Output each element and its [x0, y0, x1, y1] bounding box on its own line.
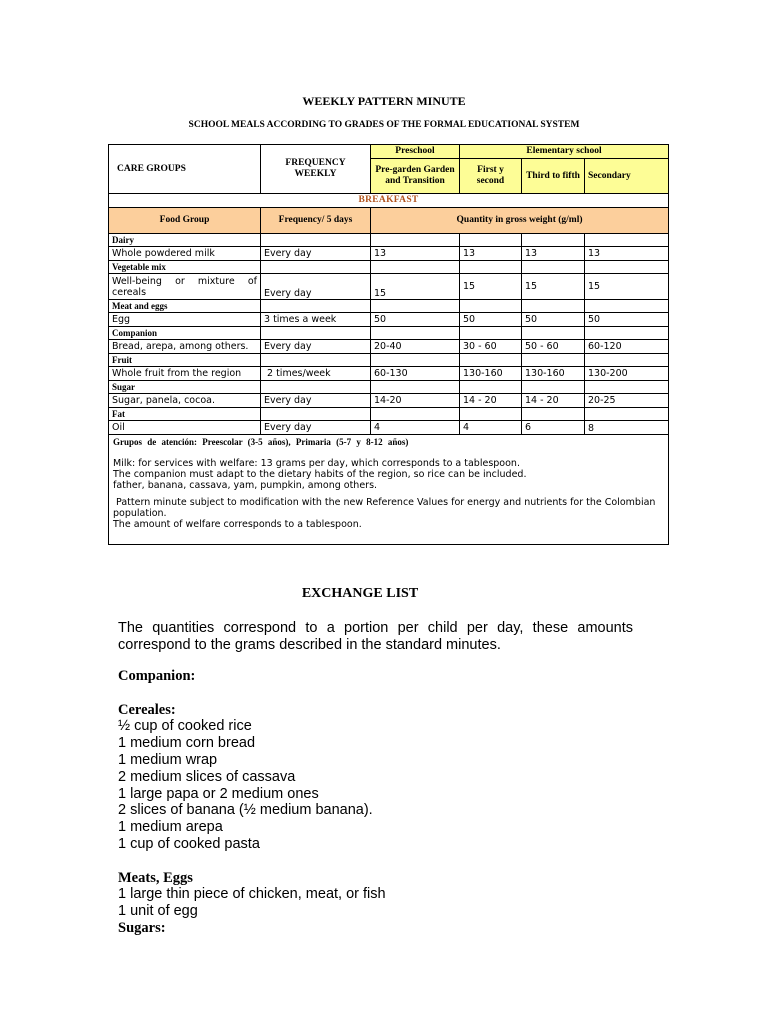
- quantity-value: 15: [460, 274, 522, 300]
- food-item: Bread, arepa, among others.: [109, 340, 261, 354]
- group-label: Fruit: [109, 354, 261, 367]
- list-item: 2 medium slices of cassava: [118, 768, 296, 785]
- frequency-value: Every day: [261, 421, 371, 435]
- group-label: Vegetable mix: [109, 261, 261, 274]
- milk-note: Milk: for services with welfare: 13 grams per day, which corresponds to a tablespoon.: [113, 458, 520, 469]
- elementary-header: Elementary school: [460, 145, 669, 159]
- first-second-header: First y second: [460, 159, 522, 194]
- quantity-value: 130-160: [522, 367, 585, 381]
- preschool-header: Preschool: [371, 145, 460, 159]
- quantity-value: 50: [585, 313, 669, 327]
- document-subtitle: SCHOOL MEALS ACCORDING TO GRADES OF THE FORMAL EDUCATIONAL SYSTEM: [188, 120, 580, 130]
- quantity-value: 14-20: [371, 394, 460, 408]
- group-label: Meat and eggs: [109, 300, 261, 313]
- exchange-list: [118, 668, 638, 937]
- quantity-value: 50: [460, 313, 522, 327]
- frequency-value: 3 times a week: [261, 313, 371, 327]
- exchange-list-title: EXCHANGE LIST: [301, 586, 419, 601]
- quantity-value: 20-25: [585, 394, 669, 408]
- frequency-value: Every day: [261, 394, 371, 408]
- group-label: Companion: [109, 327, 261, 340]
- list-item: ½ cup of cooked rice: [118, 718, 252, 735]
- quantity-value: 13: [522, 247, 585, 261]
- groups-note: Grupos de atención: Preescolar (3-5 años), Primaria (5-7 y 8-12 años): [113, 437, 409, 447]
- quantity-value: 130-160: [460, 367, 522, 381]
- quantity-value: 130-200: [585, 367, 669, 381]
- companion-note: The companion must adapt to the dietary habits of the region, so rice can be included.: [113, 469, 527, 480]
- quantity-value: 13: [585, 247, 669, 261]
- quantity-value: 50: [522, 313, 585, 327]
- quantity-value: 4: [460, 421, 522, 435]
- quantity-value: 4: [371, 421, 460, 435]
- list-item: 1 large papa or 2 medium ones: [118, 785, 319, 802]
- frequency-value: Every day: [261, 340, 371, 354]
- quantity-value: 15: [522, 274, 585, 300]
- quantity-value: 20-40: [371, 340, 460, 354]
- weekly-pattern-table: [108, 144, 669, 545]
- food-item: Oil: [109, 421, 261, 435]
- exchange-intro: The quantities correspond to a portion per child per day, these amounts correspond to the grams described in the standard minutes.: [118, 620, 633, 653]
- cereales-heading: Cereales:: [118, 701, 176, 718]
- list-item: 1 medium arepa: [118, 819, 223, 836]
- list-item: 2 slices of banana (½ medium banana).: [118, 802, 373, 819]
- list-item: 1 medium wrap: [118, 751, 218, 768]
- quantity-value: 50: [371, 313, 460, 327]
- food-item: Well-being or mixture of cereals: [109, 274, 261, 300]
- list-item: 1 cup of cooked pasta: [118, 835, 260, 852]
- sugars-heading: Sugars:: [118, 919, 166, 936]
- quantity-value: 15: [371, 274, 460, 300]
- secondary-header: Secondary: [585, 159, 669, 194]
- frequency-value: Every day: [261, 247, 371, 261]
- group-label: Fat: [109, 408, 261, 421]
- group-label: Sugar: [109, 381, 261, 394]
- table-notes: [109, 435, 669, 545]
- welfare-note: The amount of welfare corresponds to a tablespoon.: [113, 519, 362, 530]
- quantity-value: 30 - 60: [460, 340, 522, 354]
- food-group-header: Food Group: [109, 208, 261, 234]
- quantity-value: 14 - 20: [522, 394, 585, 408]
- quantity-value: 13: [371, 247, 460, 261]
- frequency-value: Every day: [261, 274, 371, 300]
- group-label: Dairy: [109, 234, 261, 247]
- frequency-5-days-header: Frequency/ 5 days: [261, 208, 371, 234]
- quantity-value: 15: [585, 274, 669, 300]
- list-item: 1 unit of egg: [118, 903, 198, 920]
- meats-heading: Meats, Eggs: [118, 869, 193, 886]
- quantity-value: 8: [585, 421, 669, 435]
- pregarden-header: Pre-garden Garden and Transition: [371, 159, 460, 194]
- quantity-value: 13: [460, 247, 522, 261]
- breakfast-label: BREAKFAST: [109, 194, 669, 208]
- companion-heading: Companion:: [118, 668, 196, 684]
- food-item: Whole powdered milk: [109, 247, 261, 261]
- father-note: father, banana, cassava, yam, pumpkin, among others.: [113, 480, 378, 491]
- quantity-value: 14 - 20: [460, 394, 522, 408]
- quantity-value: 60-130: [371, 367, 460, 381]
- list-item: 1 large thin piece of chicken, meat, or fish: [118, 886, 386, 903]
- food-item: Sugar, panela, cocoa.: [109, 394, 261, 408]
- list-item: 1 medium corn bread: [118, 735, 256, 752]
- quantity-value: 60-120: [585, 340, 669, 354]
- frequency-weekly-header: FREQUENCY WEEKLY: [261, 145, 371, 194]
- quantity-header: Quantity in gross weight (g/ml): [371, 208, 669, 234]
- food-item: Whole fruit from the region: [109, 367, 261, 381]
- frequency-value: 2 times/week: [261, 367, 371, 381]
- pattern-note: Pattern minute subject to modification with the new Reference Values for energy and nutrients for the Colombian population.: [113, 497, 659, 519]
- food-item: Egg: [109, 313, 261, 327]
- quantity-value: 50 - 60: [522, 340, 585, 354]
- care-groups-header: CARE GROUPS: [109, 145, 261, 194]
- third-fifth-header: Third to fifth: [522, 159, 585, 194]
- document-title: WEEKLY PATTERN MINUTE: [302, 94, 466, 108]
- quantity-value: 6: [522, 421, 585, 435]
